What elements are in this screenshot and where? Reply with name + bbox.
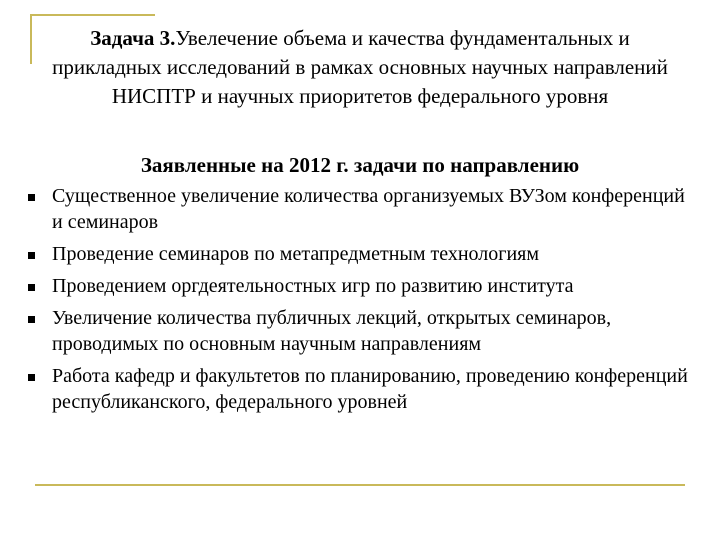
bullet-list xyxy=(28,183,698,421)
bullet-text: Существенное увеличение количества организуемых ВУЗом конференций и семинаров xyxy=(52,185,685,233)
bottom-divider xyxy=(35,484,685,486)
bullet-text: Работа кафедр и факультетов по планированию, проведению конференций республиканского, федерального уровней xyxy=(52,365,688,413)
square-bullet-icon xyxy=(28,194,35,201)
bullet-item xyxy=(28,305,698,357)
bullet-item xyxy=(28,363,698,415)
bullet-text: Проведение семинаров по метапредметным технологиям xyxy=(52,243,540,265)
slide-subtitle: Заявленные на 2012 г. задачи по направлению xyxy=(140,153,580,177)
square-bullet-icon xyxy=(28,374,35,381)
bullet-item xyxy=(28,183,698,235)
square-bullet-icon xyxy=(28,284,35,291)
bullet-item xyxy=(28,273,698,299)
slide-title-text: Увелечение объема и качества фундаментальных и прикладных исследований в рамках основных научных направлений НИСПТР и научных приоритетов федерального уровня xyxy=(52,26,668,108)
bullet-text: Увеличение количества публичных лекций, открытых семинаров, проводимых по основным научным направлениям xyxy=(52,307,612,355)
bullet-item xyxy=(28,241,698,267)
square-bullet-icon xyxy=(28,252,35,259)
corner-accent-vertical xyxy=(30,14,32,64)
bullet-text: Проведением оргдеятельностных игр по развитию института xyxy=(52,275,574,297)
slide-title xyxy=(40,24,680,111)
slide-title-lead: Задача 3. xyxy=(90,26,176,50)
square-bullet-icon xyxy=(28,316,35,323)
corner-accent-horizontal xyxy=(30,14,155,16)
